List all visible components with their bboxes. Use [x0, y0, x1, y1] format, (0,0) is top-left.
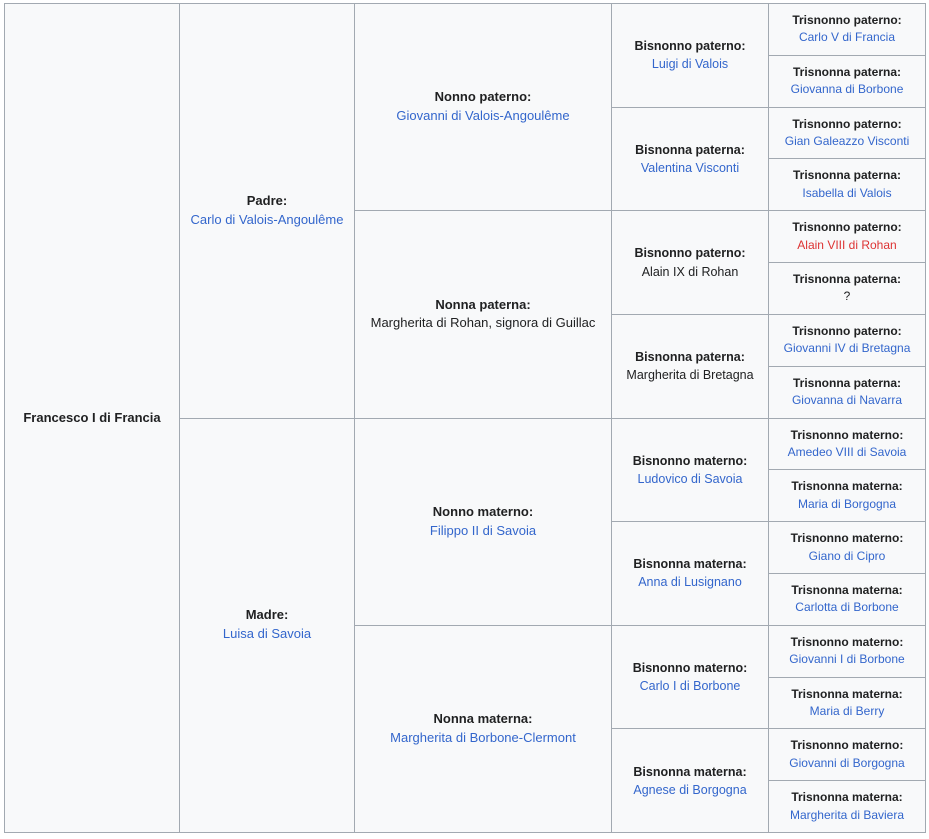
paternal-great-grandmother-1-cell	[612, 107, 769, 211]
great-great-grandparent-12-name[interactable]: Carlotta di Borbone	[795, 600, 899, 615]
great-great-grandparent-9-label: Trisnonno materno:	[790, 427, 904, 442]
paternal-great-grandmother-1-label: Bisnonna paterna:	[635, 142, 745, 157]
great-great-grandparent-1-label: Trisnonno paterno:	[792, 13, 902, 28]
maternal-grandmother-cell	[355, 625, 612, 832]
mother-cell	[180, 418, 355, 833]
great-great-grandparent-6-cell	[769, 263, 926, 315]
maternal-grandfather-label: Nonno materno:	[432, 503, 534, 519]
mother-name[interactable]: Luisa di Savoia	[222, 626, 312, 642]
subject-name: Francesco I di Francia	[23, 409, 161, 425]
great-great-grandparent-16-name[interactable]: Margherita di Baviera	[789, 807, 905, 822]
maternal-great-grandmother-2-cell	[612, 729, 769, 833]
maternal-grandfather-cell	[355, 418, 612, 625]
paternal-great-grandfather-2-cell	[612, 211, 769, 315]
paternal-grandmother-cell	[355, 211, 612, 418]
paternal-great-grandmother-2-name: Margherita di Bretagna	[626, 368, 754, 383]
father-cell	[180, 4, 355, 419]
ancestry-chart	[0, 3, 929, 839]
maternal-great-grandfather-2-name[interactable]: Carlo I di Borbone	[639, 679, 741, 694]
maternal-great-grandfather-1-label: Bisnonno materno:	[632, 453, 748, 468]
great-great-grandparent-11-label: Trisnonno materno:	[790, 531, 904, 546]
paternal-great-grandfather-2-name: Alain IX di Rohan	[641, 264, 739, 279]
paternal-great-grandmother-2-cell	[612, 314, 769, 418]
great-great-grandparent-10-label: Trisnonna materna:	[791, 479, 903, 494]
great-great-grandparent-13-name[interactable]: Giovanni I di Borbone	[789, 652, 905, 667]
great-great-grandparent-7-name[interactable]: Giovanni IV di Bretagna	[783, 341, 911, 356]
great-great-grandparent-15-name[interactable]: Giovanni di Borgogna	[789, 755, 905, 770]
paternal-grandfather-cell	[355, 4, 612, 211]
paternal-grandfather-label: Nonno paterno:	[434, 89, 532, 105]
great-great-grandparent-4-name[interactable]: Isabella di Valois	[802, 185, 892, 200]
great-great-grandparent-7-label: Trisnonno paterno:	[792, 323, 902, 338]
maternal-great-grandfather-2-label: Bisnonno materno:	[632, 660, 748, 675]
great-great-grandparent-3-label: Trisnonno paterno:	[792, 116, 902, 131]
maternal-great-grandmother-2-label: Bisnonna materna:	[633, 764, 747, 779]
great-great-grandparent-8-name[interactable]: Giovanna di Navarra	[791, 393, 903, 408]
father-label: Padre:	[246, 192, 288, 208]
great-great-grandparent-10-name[interactable]: Maria di Borgogna	[797, 496, 897, 511]
great-great-grandparent-13-label: Trisnonno materno:	[790, 634, 904, 649]
maternal-great-grandmother-1-label: Bisnonna materna:	[633, 557, 747, 572]
paternal-great-grandfather-2-label: Bisnonno paterno:	[634, 246, 746, 261]
great-great-grandparent-10-cell	[769, 470, 926, 522]
great-great-grandparent-12-label: Trisnonna materna:	[791, 582, 903, 597]
great-great-grandparent-11-name[interactable]: Giano di Cipro	[808, 548, 886, 563]
paternal-great-grandfather-1-name[interactable]: Luigi di Valois	[651, 57, 729, 72]
paternal-grandfather-name[interactable]: Giovanni di Valois-Angoulême	[396, 108, 570, 124]
paternal-great-grandfather-1-label: Bisnonno paterno:	[634, 39, 746, 54]
great-great-grandparent-13-cell	[769, 625, 926, 677]
great-great-grandparent-4-label: Trisnonna paterna:	[792, 168, 902, 183]
great-great-grandparent-5-label: Trisnonno paterno:	[792, 220, 902, 235]
great-great-grandparent-14-label: Trisnonna materna:	[791, 686, 903, 701]
great-great-grandparent-12-cell	[769, 573, 926, 625]
great-great-grandparent-15-cell	[769, 729, 926, 781]
subject-cell	[5, 4, 180, 833]
great-great-grandparent-3-name[interactable]: Gian Galeazzo Visconti	[784, 134, 910, 149]
great-great-grandparent-2-name[interactable]: Giovanna di Borbone	[790, 82, 904, 97]
maternal-grandmother-name[interactable]: Margherita di Borbone-Clermont	[390, 729, 576, 745]
great-great-grandparent-3-cell	[769, 107, 926, 159]
great-great-grandparent-2-label: Trisnonna paterna:	[792, 64, 902, 79]
maternal-great-grandfather-1-name[interactable]: Ludovico di Savoia	[637, 471, 743, 486]
maternal-great-grandfather-1-cell	[612, 418, 769, 522]
great-great-grandparent-14-name[interactable]: Maria di Berry	[809, 703, 885, 718]
maternal-grandfather-name[interactable]: Filippo II di Savoia	[429, 522, 537, 538]
great-great-grandparent-1-cell	[769, 4, 926, 56]
maternal-great-grandmother-1-name[interactable]: Anna di Lusignano	[638, 575, 742, 590]
great-great-grandparent-8-cell	[769, 366, 926, 418]
paternal-grandmother-label: Nonna paterna:	[435, 296, 531, 312]
great-great-grandparent-8-label: Trisnonna paterna:	[792, 375, 902, 390]
table-row	[5, 4, 926, 56]
maternal-great-grandmother-2-name[interactable]: Agnese di Borgogna	[633, 782, 747, 797]
great-great-grandparent-7-cell	[769, 314, 926, 366]
maternal-great-grandmother-1-cell	[612, 522, 769, 626]
great-great-grandparent-9-cell	[769, 418, 926, 470]
paternal-great-grandmother-1-name[interactable]: Valentina Visconti	[640, 160, 740, 175]
ahnentafel-table	[4, 3, 926, 833]
great-great-grandparent-6-label: Trisnonna paterna:	[792, 272, 902, 287]
great-great-grandparent-4-cell	[769, 159, 926, 211]
great-great-grandparent-14-cell	[769, 677, 926, 729]
paternal-great-grandmother-2-label: Bisnonna paterna:	[635, 350, 745, 365]
mother-label: Madre:	[245, 607, 289, 623]
great-great-grandparent-16-cell	[769, 781, 926, 833]
maternal-great-grandfather-2-cell	[612, 625, 769, 729]
great-great-grandparent-15-label: Trisnonno materno:	[790, 738, 904, 753]
great-great-grandparent-11-cell	[769, 522, 926, 574]
great-great-grandparent-5-name[interactable]: Alain VIII di Rohan	[797, 237, 897, 252]
great-great-grandparent-16-label: Trisnonna materna:	[791, 790, 903, 805]
paternal-great-grandfather-1-cell	[612, 4, 769, 108]
great-great-grandparent-9-name[interactable]: Amedeo VIII di Savoia	[787, 444, 907, 459]
paternal-grandmother-name: Margherita di Rohan, signora di Guillac	[370, 315, 596, 331]
great-great-grandparent-2-cell	[769, 55, 926, 107]
father-name[interactable]: Carlo di Valois-Angoulême	[190, 211, 344, 227]
maternal-grandmother-label: Nonna materna:	[433, 711, 533, 727]
great-great-grandparent-6-name: ?	[843, 289, 851, 304]
great-great-grandparent-1-name[interactable]: Carlo V di Francia	[798, 30, 896, 45]
great-great-grandparent-5-cell	[769, 211, 926, 263]
